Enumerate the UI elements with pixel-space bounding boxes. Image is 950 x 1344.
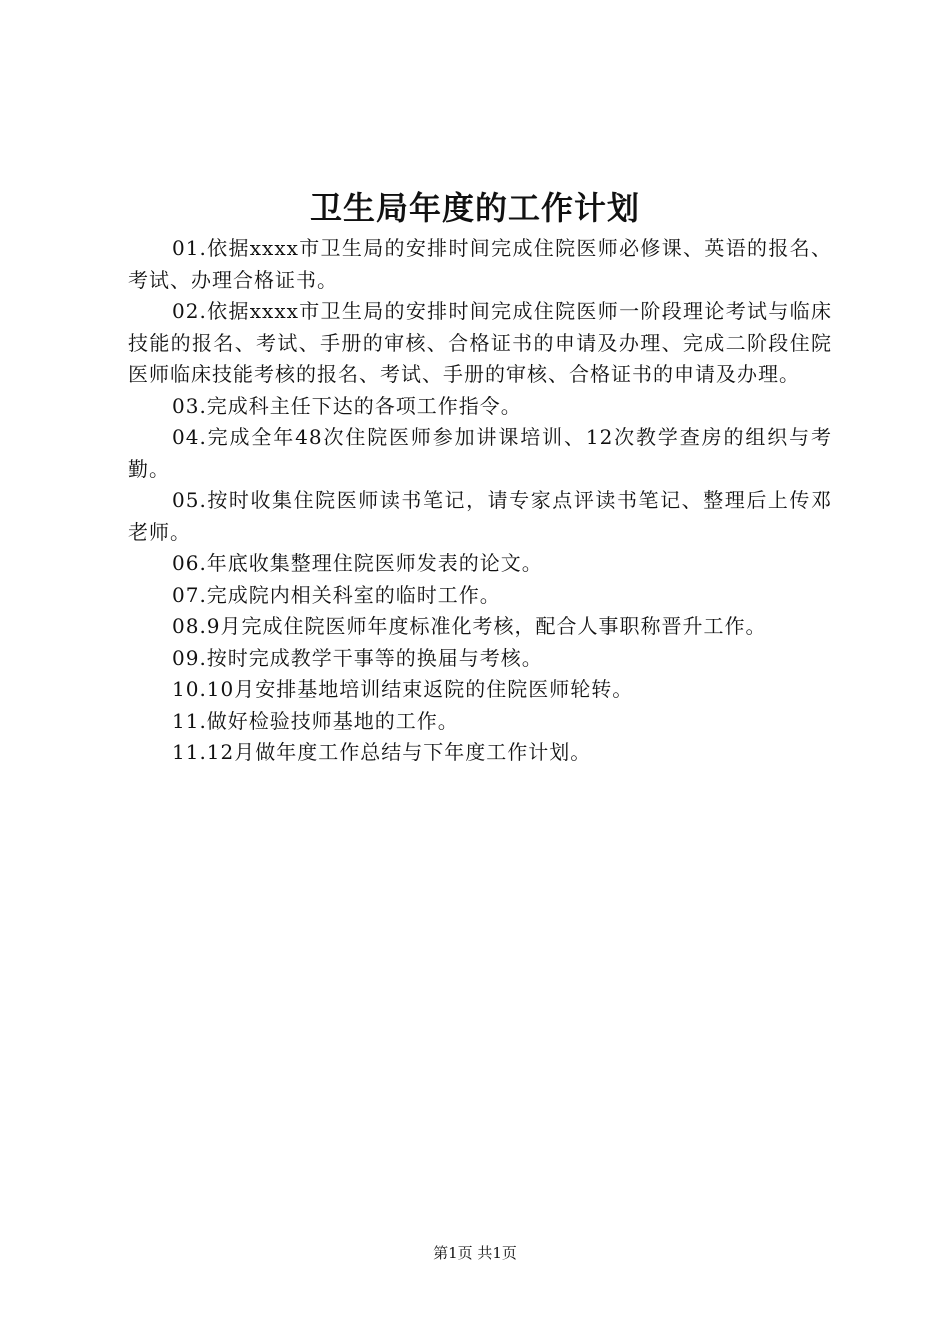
page-footer: 第1页 共1页 — [433, 1244, 517, 1262]
plan-item-05: 05.按时收集住院医师读书笔记，请专家点评读书笔记、整理后上传邓老师。 — [128, 488, 832, 544]
plan-item-04: 04.完成全年48次住院医师参加讲课培训、12次教学查房的组织与考勤。 — [128, 425, 832, 481]
plan-item-08: 08.9月完成住院医师年度标准化考核，配合人事职称晋升工作。 — [172, 614, 767, 638]
plan-item-02: 02.依据xxxx市卫生局的安排时间完成住院医师一阶段理论考试与临床技能的报名、考试、手册的审核、合格证书的申请及办理、完成二阶段住院医师临床技能考核的报名、考试、手册的审核、合格证书的申请及办理。 — [128, 299, 832, 386]
plan-item-06: 06.年底收集整理住院医师发表的论文。 — [172, 551, 543, 575]
plan-item-07: 07.完成院内相关科室的临时工作。 — [172, 582, 501, 607]
plan-item-09: 09.按时完成教学干事等的换届与考核。 — [172, 645, 543, 670]
document-title: 卫生局年度的工作计划 — [309, 189, 640, 227]
plan-item-11: 11.做好检验技师基地的工作。 — [172, 708, 459, 733]
plan-item-12: 11.12月做年度工作总结与下年度工作计划。 — [172, 740, 592, 764]
plan-item-10: 10.10月安排基地培训结束返院的住院医师轮转。 — [172, 677, 634, 701]
document-body — [128, 233, 832, 769]
plan-item-03: 03.完成科主任下达的各项工作指令。 — [172, 393, 522, 418]
plan-item-01: 01.依据xxxx市卫生局的安排时间完成住院医师必修课、英语的报名、考试、办理合格证书。 — [128, 236, 832, 292]
